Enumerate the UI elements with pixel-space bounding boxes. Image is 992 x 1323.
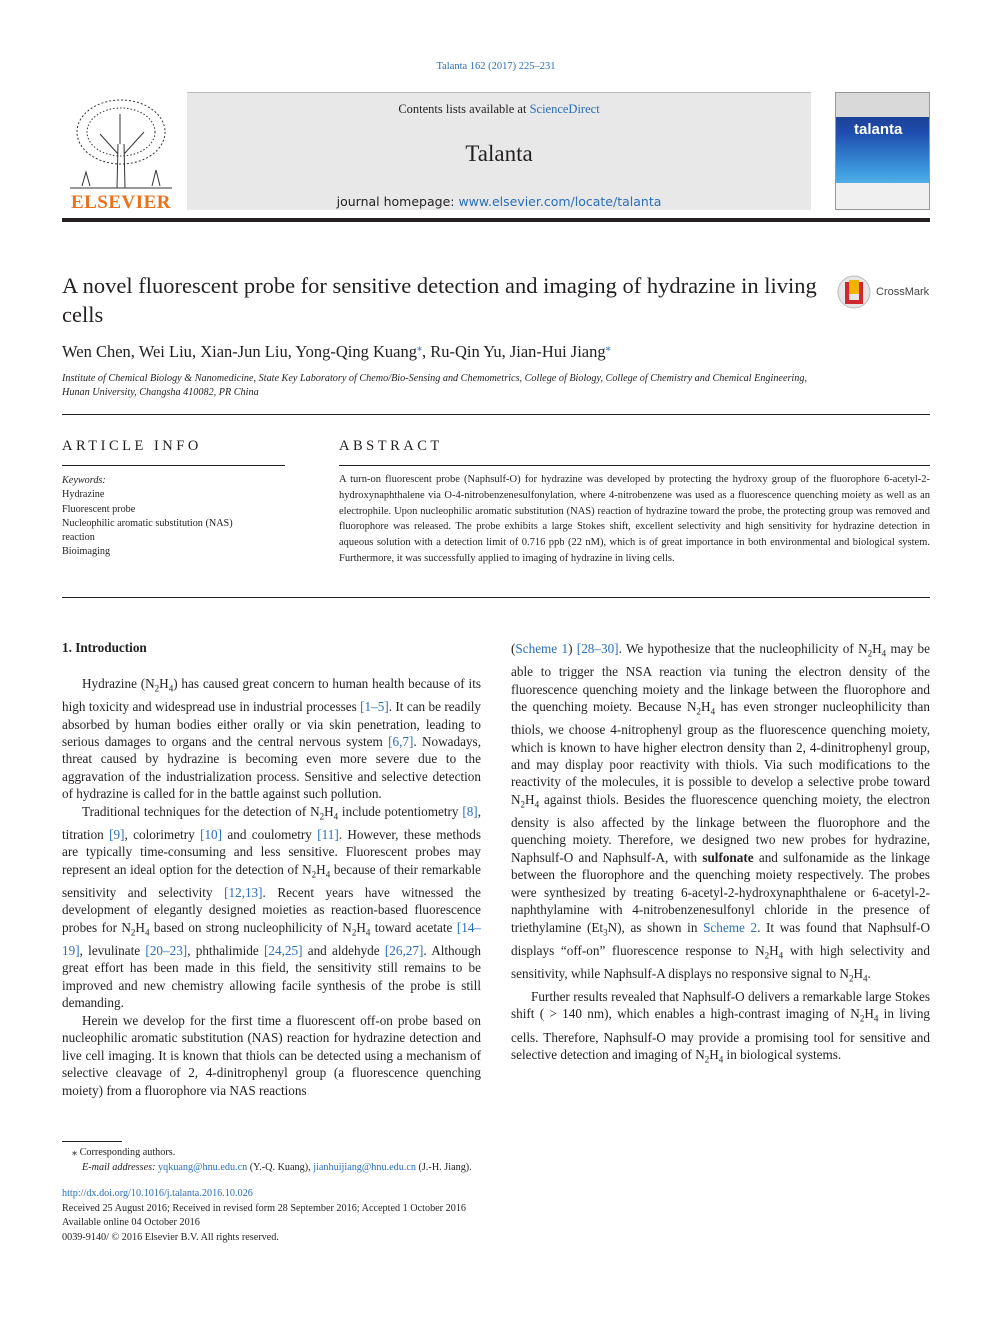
corresponding-mark[interactable]: ⁎ — [416, 342, 422, 354]
keyword: reaction — [62, 532, 95, 544]
intro-paragraph-3-continued: (Scheme 1) [28–30]. We hypothesize that the nucleophilicity of $N_2H_4$ may be able to trigger the NSA reaction via tuning the electron density of the fluorescence quenching moiety and the linkage between the fluorophore and the quenching moiety. Because $N_2H_4$ has even stronger nucleophilicity than thiols, we choose 4-nitrophenyl group as the fluorescence quenching moiety, which is known to have higher electron density than 2, 4-dinitrophenyl group, and may display poor reactivity with thiols. Via such modifications to the reactivity of the molecules, it is possible to develop a selective probe toward $N_2H_4$ against thiols. Besides the fluorescence quenching moiety, the electron density is also affected by the linkage between the fluorophore and the quenching moiety. Therefore, we designed two new probes for hydrazine, Naphsulf-O and Naphsulf-A, with sulfonate and sulfonamide as the linkage between the fluorophore and the quenching moiety respectively. The probes were synthesized by treating 6-acetyl-2-hydroxynaphthalene or 6-acetyl-2-naphthylamine with 4-nitrobenzenesulfonyl chloride in the presence of triethylamine $(Et_3N)$, as shown in Scheme 2. It was found that Naphsulf-O displays “off-on” fluorescence response to $N_2H_4$ with high selectivity and sensitivity, while Naphsulf-A displays no responsive signal to $N_2H_4$. — [511, 641, 930, 984]
abstract-divider — [62, 597, 930, 598]
elsevier-logo[interactable] — [62, 94, 180, 214]
citation-link[interactable]: [14–19] — [62, 919, 482, 958]
scheme-link[interactable]: Scheme 1 — [515, 641, 569, 656]
author-name[interactable]: Ru-Qin Yu — [430, 342, 502, 361]
citation-link[interactable]: [9] — [109, 826, 125, 842]
citation-link[interactable]: [26,27] — [384, 942, 424, 958]
citation-link[interactable]: [8] — [462, 803, 478, 819]
email-label: E-mail addresses: — [82, 1161, 159, 1173]
citation-link[interactable]: [20–23] — [145, 942, 188, 958]
citation-link[interactable]: [1–5] — [360, 699, 389, 715]
cover-title: talanta — [854, 121, 903, 138]
elsevier-tree-icon — [62, 94, 180, 190]
email-owner: (J.-H. Jiang). — [415, 1161, 472, 1173]
email-owner: (Y.-Q. Kuang), — [247, 1161, 314, 1173]
citation-link[interactable]: [10] — [200, 826, 223, 842]
keyword: Fluorescent probe — [62, 503, 136, 515]
contents-prefix: Contents lists available at — [398, 102, 530, 116]
article-info-rule — [62, 465, 285, 466]
author-list: Wen Chen, Wei Liu, Xian-Jun Liu, Yong-Qing Kuang⁎, Ru-Qin Yu, Jian-Hui Jiang⁎ — [62, 342, 611, 361]
footnote-rule — [62, 1141, 122, 1142]
citation-link[interactable]: [11] — [317, 826, 339, 842]
received-dates: Received 25 August 2016; Received in revised form 28 September 2016; Accepted 1 October 2016 — [62, 1202, 467, 1214]
publication-info — [62, 1187, 466, 1245]
abstract-text: A turn-on fluorescent probe (Naphsulf-O) for hydrazine was developed by protecting the hydroxy group of the fluorophore 6-acetyl-2-hydroxynaphthalene via O-4-nitrobenzenesulfonylation, where 4-nitrobenzene was used as a fluorescence quenching moiety as well as an electrophile. Upon nucleophilic aromatic substitution (NAS) reaction of hydrazine toward the probe, the protecting group was removed and fluorophore was released. The probe exhibits a large Stokes shift, excellent selectivity and high sensitivity for hydrazine detection in aqueous solution with a detection limit of 0.716 ppb (22 nM), which is of great importance in both environmental and biological system. Furthermore, it was successfully applied to imaging of hydrazine in living cells. — [339, 474, 930, 564]
masthead — [62, 92, 930, 220]
journal-name: Talanta — [465, 141, 533, 166]
homepage-link[interactable]: www.elsevier.com/locate/talanta — [458, 194, 662, 209]
title-divider — [62, 414, 930, 415]
sciencedirect-link[interactable]: ScienceDirect — [529, 102, 600, 116]
corresponding-note: ⁎ Corresponding authors. — [72, 1147, 176, 1158]
online-date: Available online 04 October 2016 — [62, 1217, 200, 1228]
keyword: Hydrazine — [62, 489, 105, 501]
intro-paragraph-4: Further results revealed that Naphsulf-O delivers a remarkable large Stokes shift ( > 140 nm), which enables a high-contrast imaging of $N_2H_4$ in living cells. Therefore, Naphsulf-O may provide a promising tool for sensitive and selective detection and imaging of $N_2H_4$ in biological systems. — [511, 989, 931, 1065]
affiliation: Institute of Chemical Biology & Nanomedicine, State Key Laboratory of Chemo/Bio-Sensing and Chemometrics, College of Biology, College of Chemistry and Chemical Engineering, Hunan University, Changsha 410082, PR China — [62, 373, 808, 398]
homepage-prefix: journal homepage: — [336, 194, 459, 209]
doi-link[interactable]: http://dx.doi.org/10.1016/j.talanta.2016.10.026 — [62, 1188, 253, 1199]
cover-bottom-band — [836, 183, 929, 209]
keywords-label: Keywords: — [62, 475, 106, 486]
elsevier-wordmark: ELSEVIER — [70, 192, 172, 213]
journal-cover-image[interactable] — [835, 92, 930, 210]
keyword: Bioimaging — [62, 546, 111, 558]
journal-citation[interactable]: Talanta 162 (2017) 225–231 — [436, 61, 556, 72]
author-name[interactable]: Wei Liu — [138, 342, 192, 361]
body-column-right — [511, 640, 930, 1069]
author-name[interactable]: Wen Chen — [62, 342, 131, 361]
author-name[interactable]: Xian-Jun Liu — [200, 342, 288, 361]
citation-link[interactable]: [28–30] — [576, 641, 619, 656]
citation-link[interactable]: [6,7] — [388, 734, 414, 749]
section-heading-introduction: 1. Introduction — [62, 640, 147, 655]
copyright: 0039-9140/ © 2016 Elsevier B.V. All rights reserved. — [62, 1231, 279, 1243]
homepage-line — [187, 194, 811, 209]
crossmark-icon — [836, 274, 872, 310]
footnotes — [62, 1146, 472, 1175]
article-info-heading: ARTICLE INFO — [62, 438, 202, 454]
intro-paragraph-1: Hydrazine $(N_2H_4)$ has caused great concern to human health because of its high toxicity and widespread use in industrial processes [1–5]. It can be readily absorbed by human bodies either orally or via skin penetration, leading to serious damages to organs and the central nervous system [6,7]. Nowadays, threat caused by hydrazine is becoming even more severe due to the aggravation of the industrialization process. Sensitive and selective detection of hydrazine is called for in the battle against such pollution. — [62, 676, 481, 802]
crossmark-label: CrossMark — [876, 286, 930, 298]
scheme-link[interactable]: Scheme 2 — [703, 919, 758, 935]
keywords-block — [62, 474, 285, 560]
citation-link[interactable]: [12,13] — [224, 884, 263, 900]
abstract-rule — [339, 465, 930, 466]
body-column-left — [62, 675, 481, 1099]
author-name[interactable]: Yong-Qing Kuang — [295, 342, 417, 361]
intro-paragraph-3: Herein we develop for the first time a fluorescent off-on probe based on nucleophilic aromatic substitution (NAS) reaction for hydrazine detection and live cell imaging. It is known that thiols can be detected using a mechanism of selective cleavage of 2, 4-dinitrophenyl group (a fluorescence quenching moiety) from a fluorophore via NAS reactions — [62, 1012, 481, 1098]
keyword: Nucleophilic aromatic substitution (NAS) — [62, 517, 233, 529]
author-name[interactable]: Jian-Hui Jiang — [509, 342, 606, 361]
email-link-kuang[interactable]: yqkuang@hnu.edu.cn — [158, 1161, 248, 1173]
contents-line — [187, 102, 811, 117]
citation-link[interactable]: [24,25] — [264, 942, 303, 958]
header-divider — [62, 218, 930, 222]
abstract-heading: ABSTRACT — [339, 438, 443, 454]
intro-paragraph-2: Traditional techniques for the detection of $N_2H_4$ include potentiometry [8], titration [9], colorimetry [10] and coulometry [11]. However, these methods are typically time-consuming and less sensitive. Fluorescent probes may represent an ideal option for the detection of $N_2H_4$ because of their remarkable sensitivity and selectivity [12,13]. Recent years have witnessed the development of elegantly designed moieties as reaction-based fluorescence probes for $N_2H_4$ based on strong nucleophilicity of $N_2H_4$ toward acetate [14–19], levulinate [20–23], phthalimide [24,25] and aldehyde [26,27]. Although great effort has been made in this field, the sensitivity still remains to be improved and new chemistry allowing facile synthesis of the probe is still demanding. — [62, 803, 482, 1011]
crossmark-badge[interactable] — [836, 274, 932, 310]
email-line — [62, 1161, 472, 1176]
corresponding-mark[interactable]: ⁎ — [605, 342, 611, 354]
journal-header-box — [187, 92, 811, 210]
article-title: A novel fluorescent probe for sensitive detection and imaging of hydrazine in living cells — [62, 273, 817, 327]
cover-top-band — [836, 93, 929, 117]
email-link-jiang[interactable]: jianhuijiang@hnu.edu.cn — [313, 1161, 416, 1173]
